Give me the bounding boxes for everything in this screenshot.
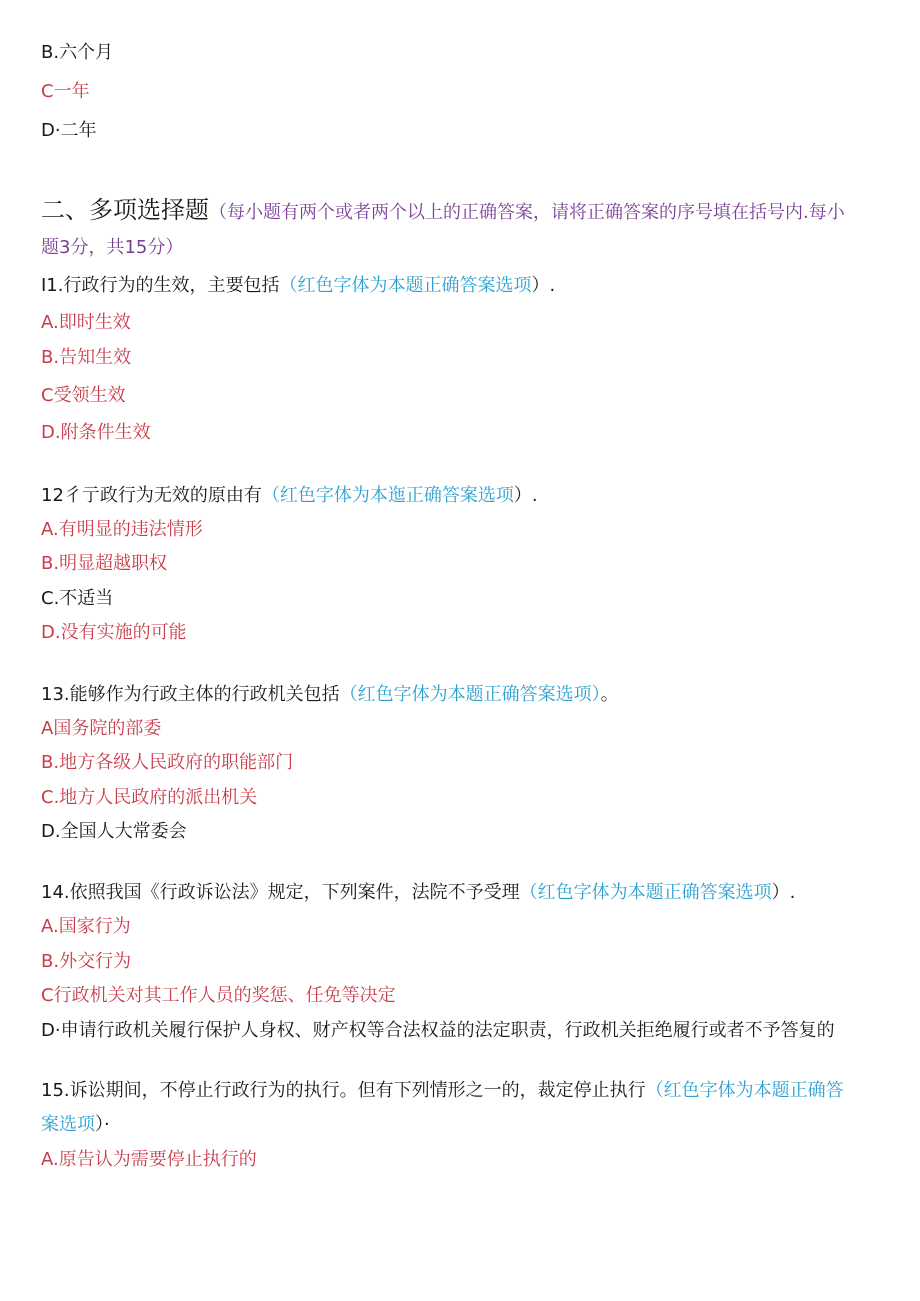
option-b: B.六个月: [41, 42, 114, 63]
answer-hint: （红色字体为本题正确答案选项）: [339, 684, 601, 705]
section-heading: [41, 198, 845, 225]
answer-hint: （红色字体为本题正确答: [645, 1080, 844, 1101]
section-note-cont: 题3分，共15分）: [41, 237, 184, 258]
option-d: D·二年: [41, 120, 97, 141]
q14-option-a: A.国家行为: [41, 916, 131, 937]
q12-option-a: A.有明显的违法情形: [41, 519, 203, 540]
question-stem: 15.诉讼期间，不停止行政行为的执行。但有下列情形之一的，裁定停止执行: [41, 1080, 646, 1101]
answer-hint: （红色字体为本题正确答案选项: [519, 882, 772, 903]
q13-option-b: B.地方各级人民政府的职能部门: [41, 752, 294, 773]
answer-hint: （红色字体为本迤正确答案选项: [261, 485, 514, 506]
section-note: （每小题有两个或者两个以上的正确答案，请将正确答案的序号填在括号内.每小: [209, 202, 845, 223]
question-13: [41, 683, 619, 707]
q11-option-a: A.即时生效: [41, 312, 131, 333]
q12-option-d: D.没有实施的可能: [41, 622, 187, 643]
question-tail: ）.: [513, 485, 538, 506]
q14-option-d: D·申请行政机关履行保护人身权、财产权等合法权益的法定职责，行政机关拒绝履行或者不予答复的: [41, 1020, 835, 1041]
question-15-cont: [41, 1113, 110, 1137]
q13-option-d: D.全国人大常委会: [41, 821, 187, 842]
section-title: 二、多项选择题: [41, 196, 209, 224]
q13-option-a: A国务院的部委: [41, 718, 162, 739]
q12-option-c: C.不适当: [41, 588, 114, 609]
question-stem: 12彳亍政行为无效的原由有: [41, 485, 262, 506]
question-stem: 14.依照我国《行政诉讼法》规定，下列案件，法院不予受理: [41, 882, 520, 903]
q12-option-b: B.明显超越职权: [41, 553, 168, 574]
question-tail: ）·: [95, 1114, 110, 1135]
q11-option-d: D.附条件生效: [41, 422, 151, 443]
question-tail: 。: [600, 684, 619, 705]
q13-option-c: C.地方人民政府的派出机关: [41, 787, 258, 808]
question-12: [41, 484, 538, 508]
answer-hint: （红色字体为本题正确答案选项: [279, 275, 532, 296]
answer-hint-cont: 案选项: [41, 1114, 95, 1135]
q14-option-b: B.外交行为: [41, 951, 132, 972]
q14-option-c: C行政机关对其工作人员的奖惩、任免等决定: [41, 985, 396, 1006]
question-15: [41, 1079, 844, 1103]
question-stem: I1.行政行为的生效，主要包括: [41, 275, 280, 296]
q15-option-a: A.原告认为需要停止执行的: [41, 1149, 257, 1170]
question-tail: ）.: [771, 882, 796, 903]
question-stem: 13.能够作为行政主体的行政机关包括: [41, 684, 340, 705]
q11-option-c: C受领生效: [41, 385, 126, 406]
question-14: [41, 881, 795, 905]
q11-option-b: B.告知生效: [41, 347, 132, 368]
question-tail: ）.: [531, 275, 556, 296]
question-11: [41, 274, 555, 298]
option-c: C一年: [41, 81, 90, 102]
